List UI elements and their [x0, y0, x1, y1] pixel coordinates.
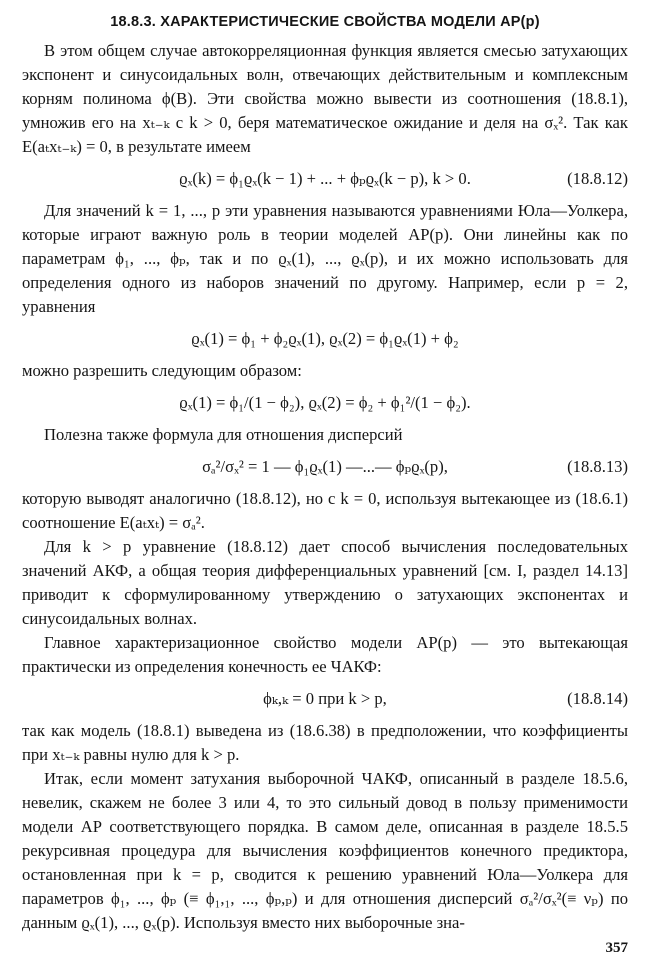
section-heading: 18.8.3. ХАРАКТЕРИСТИЧЕСКИЕ СВОЙСТВА МОДЕЛИ АР(p)	[110, 14, 540, 30]
equation-body: ϱₓ(1) = ϕ₁ + ϕ₂ϱₓ(1), ϱₓ(2) = ϕ₁ϱₓ(1) + ϕ₂	[191, 329, 459, 348]
paragraph-5: которую выводят аналогично (18.8.12), но с k = 0, используя вытекающее из (18.6.1) соотношение E(aₜxₜ) = σₐ².	[22, 489, 628, 532]
equation-yule-walker-p2	[22, 327, 628, 351]
paragraph-4: Полезна также формула для отношения дисперсий	[44, 425, 403, 444]
equation-18-8-13	[22, 455, 628, 479]
equation-number: (18.8.14)	[567, 689, 628, 708]
equation-number: (18.8.13)	[567, 457, 628, 476]
paragraph-6: Для k > p уравнение (18.8.12) дает способ вычисления последовательных значений АКФ, а общая теория дифференциальных уравнений [см. I, раздел 14.13] приводит к сформулированному утверждению о затухающих экспонентах и синусоидальных волнах.	[22, 537, 628, 628]
equation-18-8-12	[22, 167, 628, 191]
paragraph-7: Главное характеризационное свойство модели АР(p) — это вытекающая практически из определения конечность ее ЧАКФ:	[22, 633, 628, 676]
paragraph-3: можно разрешить следующим образом:	[22, 361, 302, 380]
equation-body: σₐ²/σₓ² = 1 — ϕ₁ϱₓ(1) —...— ϕₚϱₓ(p),	[202, 457, 448, 476]
equation-body: ϕₖ,ₖ = 0 при k > p,	[263, 689, 387, 708]
equation-18-8-14	[22, 687, 628, 711]
paragraph-8: так как модель (18.8.1) выведена из (18.6.38) в предположении, что коэффициенты при xₜ₋ₖ равны нулю для k > p.	[22, 721, 628, 764]
paragraph-9: Итак, если момент затухания выборочной ЧАКФ, описанный в разделе 18.5.6, невелик, скажем не более 3 или 4, то это сильный довод в пользу применимости модели АР соответствующего порядка. В самом деле, описанная в разделе 18.5.5 рекурсивная процедура для вычисления коэффициентов конечного предиктора, остановленная при k = p, сводится к решению уравнений Юла—Уолкера для параметров ϕ₁, ..., ϕₚ (≡ ϕ₁,₁, ..., ϕₚ,ₚ) и для отношения дисперсий σₐ²/σₓ²(≡ νₚ) по данным ϱₓ(1), ..., ϱₓ(p). Используя вместо них выборочные зна-	[22, 769, 628, 932]
paragraph-1: В этом общем случае автокорреляционная функция является смесью затухающих экспонент и синусоидальных волн, отвечающих действительным и комплексным корням полинома ϕ(B). Эти свойства можно вывести из соотношения (18.8.1), умножив его на xₜ₋ₖ с k > 0, беря математическое ожидание и деля на σₓ². Так как E(aₜxₜ₋ₖ) = 0, в результате имеем	[22, 41, 628, 156]
equation-body: ϱₓ(k) = ϕ₁ϱₓ(k − 1) + ... + ϕₚϱₓ(k − p), k > 0.	[179, 169, 471, 188]
equation-body: ϱₓ(1) = ϕ₁/(1 − ϕ₂), ϱₓ(2) = ϕ₂ + ϕ₁²/(1 − ϕ₂).	[179, 393, 471, 412]
page-number: 357	[605, 940, 628, 956]
paragraph-2: Для значений k = 1, ..., p эти уравнения называются уравнениями Юла—Уолкера, которые играют важную роль в теории моделей АР(p). Они линейны как по параметрам ϕ₁, ..., ϕₚ, так и по ϱₓ(1), ..., ϱₓ(p), и их можно использовать для определения одного из наборов значений по другому. Например, если p = 2, уравнения	[22, 201, 628, 316]
equation-number: (18.8.12)	[567, 169, 628, 188]
equation-solution-p2	[22, 391, 628, 415]
page-body	[22, 14, 628, 935]
